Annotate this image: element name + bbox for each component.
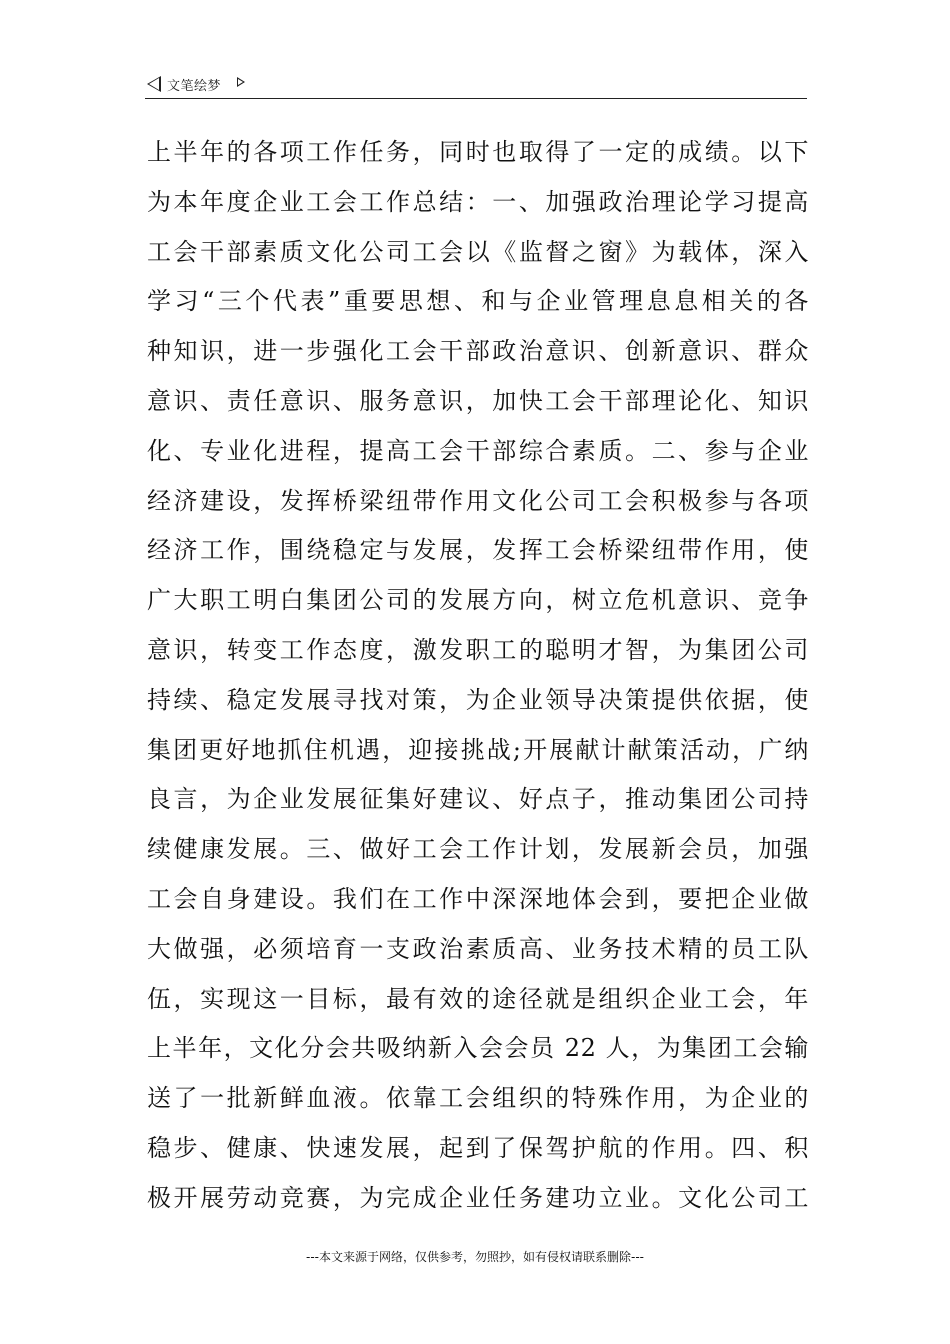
header-divider — [145, 98, 807, 99]
body-line: 上半年，文化分会共吸纳新入会会员 22 人，为集团工会输 — [147, 1034, 809, 1063]
body-line: 工会干部素质文化公司工会以《监督之窗》为载体，深入 — [147, 237, 809, 266]
body-line: 续健康发展。三、做好工会工作计划，发展新会员，加强 — [147, 835, 809, 864]
body-line: 伍，实现这一目标，最有效的途径就是组织企业工会，年 — [147, 984, 809, 1013]
body-line: 大做强，必须培育一支政治素质高、业务技术精的员工队 — [147, 934, 809, 963]
header-brand: 文笔绘梦 — [167, 79, 222, 94]
body-line: 种知识，进一步强化工会干部政治意识、创新意识、群众 — [147, 337, 809, 366]
footer-notice: ---本文来源于网络，仅供参考，勿照抄，如有侵权请联系删除--- — [306, 1250, 644, 1264]
body-line: 送了一批新鲜血液。依靠工会组织的特殊作用，为企业的 — [147, 1084, 809, 1113]
body-line: 为本年度企业工会工作总结：一、加强政治理论学习提高 — [147, 187, 809, 216]
left-triangle-icon — [147, 76, 161, 92]
body-line: 意识、责任意识、服务意识，加快工会干部理论化、知识 — [147, 386, 809, 415]
body-line: 广大职工明白集团公司的发展方向，树立危机意识、竞争 — [147, 586, 809, 615]
body-line: 经济建设，发挥桥梁纽带作用文化公司工会积极参与各项 — [147, 486, 809, 515]
body-line: 极开展劳动竞赛，为完成企业任务建功立业。文化公司工 — [147, 1183, 809, 1212]
body-line: 经济工作，围绕稳定与发展，发挥工会桥梁纽带作用，使 — [147, 536, 809, 565]
body-line: 集团更好地抓住机遇，迎接挑战;开展献计献策活动，广纳 — [147, 735, 809, 764]
body-line: 稳步、健康、快速发展，起到了保驾护航的作用。四、积 — [147, 1133, 809, 1162]
body-line: 上半年的各项工作任务，同时也取得了一定的成绩。以下 — [147, 138, 809, 166]
page-header — [147, 72, 807, 98]
body-line: 学习“三个代表”重要思想、和与企业管理息息相关的各 — [147, 287, 809, 316]
right-triangle-icon — [237, 77, 245, 87]
body-line: 工会自身建设。我们在工作中深深地体会到，要把企业做 — [147, 884, 809, 913]
body-line: 意识，转变工作态度，激发职工的聪明才智，为集团公司 — [147, 635, 809, 664]
body-line: 持续、稳定发展寻找对策，为企业领导决策提供依据，使 — [147, 685, 809, 714]
body-line: 良言，为企业发展征集好建议、好点子，推动集团公司持 — [147, 785, 809, 814]
body-line: 化、专业化进程，提高工会干部综合素质。二、参与企业 — [147, 436, 809, 465]
document-body — [147, 128, 809, 1224]
